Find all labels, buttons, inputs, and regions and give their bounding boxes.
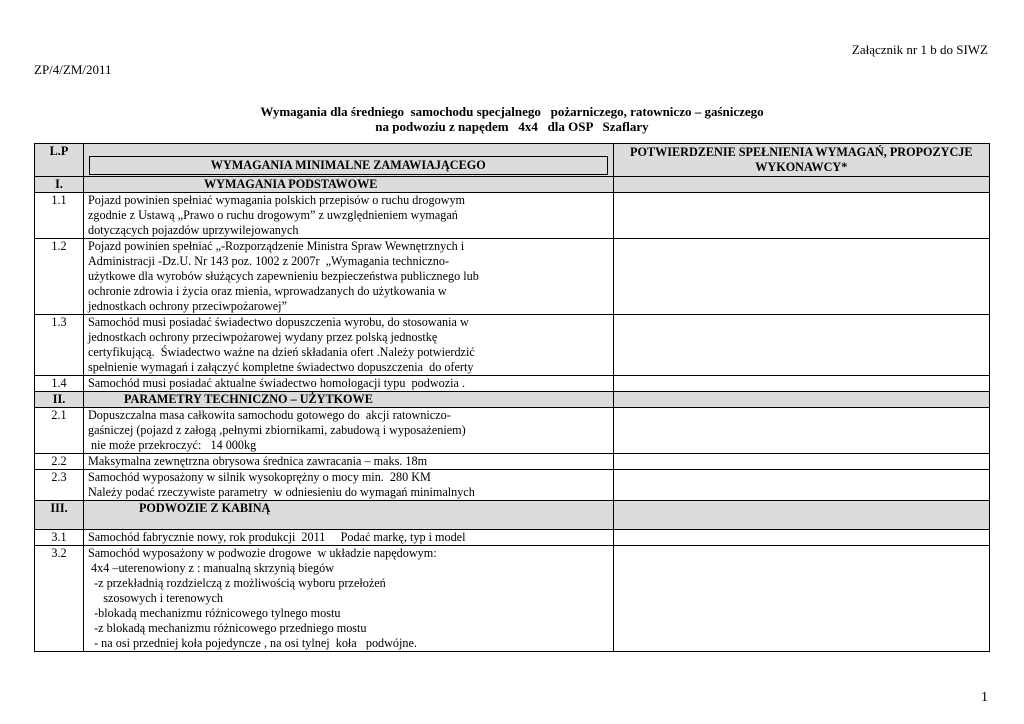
requirement-text: [83, 193, 613, 239]
table-row: [35, 239, 990, 315]
row-number: 3.2: [35, 546, 84, 652]
section-row: [35, 392, 990, 408]
table-body: [35, 177, 990, 652]
text-line: Dopuszczalna masa całkowita samochodu gotowego do akcji ratowniczo-: [87, 408, 451, 422]
contractor-response-cell[interactable]: [613, 376, 989, 392]
requirement-text: [83, 315, 613, 376]
table-row: [35, 454, 990, 470]
table-row: [35, 315, 990, 376]
contractor-response-cell[interactable]: [613, 501, 989, 530]
contractor-response-cell[interactable]: [613, 530, 989, 546]
attachment-label: Załącznik nr 1 b do SIWZ: [851, 42, 988, 57]
row-number: II.: [35, 392, 84, 408]
row-number: I.: [35, 177, 84, 193]
contractor-response-cell[interactable]: [613, 177, 989, 193]
text-line: Maksymalna zewnętrzna obrysowa średnica zawracania – maks. 18m: [87, 454, 428, 468]
text-line: certyfikującą. Świadectwo ważne na dzień składania ofert .Należy potwierdzić: [87, 345, 475, 359]
section-title: [83, 177, 613, 193]
text-line: - na osi przedniej koła pojedyncze , na osi tylnej koła podwójne.: [87, 636, 417, 650]
contractor-response-cell[interactable]: [613, 239, 989, 315]
text-line: jednostkach ochrony przeciwpożarowej”: [87, 299, 287, 313]
table-row: [35, 193, 990, 239]
text-line: 4x4 –uterenowiony z : manualną skrzynią biegów: [87, 561, 335, 575]
row-number: III.: [35, 501, 84, 530]
text-line: -z przekładnią rozdzielczą z możliwością wyboru przełożeń: [87, 576, 386, 590]
row-number: 2.2: [35, 454, 84, 470]
text-line: szosowych i terenowych: [87, 591, 224, 605]
text-line: Samochód wyposażony w silnik wysokoprężny o mocy min. 280 KM: [87, 470, 431, 484]
page-number: 1: [981, 690, 988, 705]
section-row: [35, 501, 990, 530]
table-row: [35, 546, 990, 652]
contractor-response-cell[interactable]: [613, 470, 989, 501]
section-title: [83, 501, 613, 530]
text-line: -blokadą mechanizmu różnicowego tylnego mostu: [87, 606, 341, 620]
requirement-text: [83, 239, 613, 315]
contractor-response-cell[interactable]: [613, 546, 989, 652]
text-line: zgodnie z Ustawą „Prawo o ruchu drogowym” z uwzględnieniem wymagań: [87, 208, 458, 222]
text-line: Należy podać rzeczywiste parametry w odniesieniu do wymagań minimalnych: [87, 485, 475, 499]
requirements-table: [34, 143, 990, 652]
document-title: [0, 104, 1024, 134]
column-header-no: L.P: [35, 144, 84, 177]
text-line: Administracji -Dz.U. Nr 143 poz. 1002 z 2007r „Wymagania techniczno-: [87, 254, 450, 268]
requirement-text: [83, 376, 613, 392]
table-row: [35, 470, 990, 501]
text-line: Samochód fabrycznie nowy, rok produkcji 2011 Podać markę, typ i model: [87, 530, 466, 544]
text-line: gaśniczej (pojazd z załogą ,pełnymi zbiornikami, zabudową i wyposażeniem): [87, 423, 466, 437]
title-line: na podwoziu z napędem 4x4 dla OSP Szaflary: [375, 119, 649, 134]
text-line: jednostkach ochrony przeciwpożarowej wydany przez polską jednostkę: [87, 330, 438, 344]
text-line: PODWOZIE Z KABINĄ: [138, 501, 271, 515]
contractor-response-cell[interactable]: [613, 315, 989, 376]
table-row: [35, 376, 990, 392]
contractor-response-cell[interactable]: [613, 392, 989, 408]
text-line: dotyczących pojazdów uprzywilejowanych: [87, 223, 299, 237]
contractor-response-cell[interactable]: [613, 408, 989, 454]
text-line: Samochód musi posiadać aktualne świadectwo homologacji typu podwozia .: [87, 376, 466, 390]
row-number: 1.2: [35, 239, 84, 315]
text-line: Pojazd powinien spełniać wymagania polskich przepisów o ruchu drogowym: [87, 193, 466, 207]
text-line: WYMAGANIA PODSTAWOWE: [203, 177, 378, 191]
text-line: ochronie zdrowia i życia oraz mienia, wprowadzanych do użytkowania w: [87, 284, 447, 298]
document-reference: ZP/4/ZM/2011: [34, 62, 112, 77]
column-header-confirmation: POTWIERDZENIE SPEŁNIENIA WYMAGAŃ, PROPOZYCJE WYKONAWCY*: [613, 144, 989, 177]
row-number: 1.3: [35, 315, 84, 376]
requirement-text: [83, 408, 613, 454]
title-line: Wymagania dla średniego samochodu specjalnego pożarniczego, ratowniczo – gaśniczego: [260, 104, 764, 119]
contractor-response-cell[interactable]: [613, 193, 989, 239]
text-line: Samochód musi posiadać świadectwo dopuszczenia wyrobu, do stosowania w: [87, 315, 469, 329]
text-line: Samochód wyposażony w podwozie drogowe w układzie napędowym:: [87, 546, 437, 560]
section-row: [35, 177, 990, 193]
text-line: PARAMETRY TECHNICZNO – UŻYTKOWE: [123, 392, 373, 406]
row-number: 2.1: [35, 408, 84, 454]
row-number: 2.3: [35, 470, 84, 501]
row-number: 1.1: [35, 193, 84, 239]
column-header-requirements: WYMAGANIA MINIMALNE ZAMAWIAJĄCEGO: [83, 144, 613, 177]
row-number: 1.4: [35, 376, 84, 392]
text-line: spełnienie wymagań i załączyć kompletne świadectwo dopuszczenia do oferty: [87, 360, 474, 374]
requirement-text: [83, 470, 613, 501]
requirement-text: [83, 546, 613, 652]
requirement-text: [83, 530, 613, 546]
section-title: [83, 392, 613, 408]
requirement-text: [83, 454, 613, 470]
text-line: -z blokadą mechanizmu różnicowego przedniego mostu: [87, 621, 367, 635]
text-line: nie może przekroczyć: 14 000kg: [87, 438, 257, 452]
text-line: Pojazd powinien spełniać „-Rozporządzenie Ministra Spraw Wewnętrznych i: [87, 239, 465, 253]
table-row: [35, 530, 990, 546]
table-row: [35, 408, 990, 454]
contractor-response-cell[interactable]: [613, 454, 989, 470]
row-number: 3.1: [35, 530, 84, 546]
table-header-row: [35, 144, 990, 177]
text-line: użytkowe dla wyrobów służących zapewnieniu bezpieczeństwa publicznego lub: [87, 269, 479, 283]
